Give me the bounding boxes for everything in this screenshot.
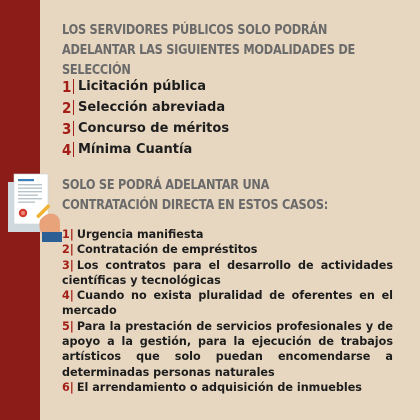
casos-list	[62, 227, 393, 395]
item-label: Licitación pública	[78, 79, 207, 94]
item-label: Contratación de empréstitos	[76, 243, 258, 257]
divider: |	[69, 380, 74, 394]
list-item	[62, 97, 229, 118]
modalidades-heading: LOS SERVIDORES PÚBLICOS SOLO PODRÁN ADELANTAR LAS SIGUIENTES MODALIDADES DE SELECCIÓN	[62, 23, 355, 78]
divider	[73, 142, 74, 157]
item-label: Para la prestación de servicios profesionales y de apoyo a la gestión, para la ejecución de trabajos artísticos que solo puedan encomendarse a determinadas personas naturales	[62, 319, 393, 379]
item-number: 4	[62, 140, 72, 159]
list-item	[62, 139, 229, 160]
divider	[73, 121, 74, 136]
divider	[73, 79, 74, 94]
item-number: 2	[62, 243, 70, 257]
list-item	[62, 258, 393, 289]
item-number: 6	[62, 380, 70, 394]
divider	[73, 100, 74, 115]
item-number: 2	[62, 98, 72, 117]
list-item	[62, 227, 393, 242]
item-label: Urgencia manifiesta	[76, 228, 204, 241]
item-number: 4	[62, 289, 70, 303]
item-label: Selección abreviada	[78, 100, 226, 115]
item-label: El arrendamiento o adquisición de inmuebles	[76, 380, 362, 394]
item-number: 1	[62, 77, 72, 96]
divider: |	[69, 228, 74, 241]
divider: |	[69, 243, 74, 257]
contratacion-directa-heading: SOLO SE PODRÁ ADELANTAR UNA CONTRATACIÓN DIRECTA EN ESTOS CASOS:	[62, 178, 329, 213]
item-number: 1	[62, 228, 70, 241]
divider: |	[69, 319, 74, 333]
item-label: Mínima Cuantía	[78, 142, 193, 157]
list-item	[62, 380, 393, 395]
list-item	[62, 76, 229, 97]
item-label: Concurso de méritos	[78, 121, 230, 136]
item-number: 3	[62, 258, 70, 272]
item-label: Cuando no exista pluralidad de oferentes en el mercado	[62, 289, 393, 318]
item-label: Los contratos para el desarrollo de actividades científicas y tecnológicas	[62, 258, 393, 287]
item-number: 3	[62, 119, 72, 138]
list-item	[62, 118, 229, 139]
list-item	[62, 319, 393, 380]
modalidades-list	[62, 76, 229, 160]
item-number: 5	[62, 319, 70, 333]
list-item	[62, 242, 393, 257]
list-item	[62, 288, 393, 319]
divider: |	[69, 289, 74, 303]
divider: |	[69, 258, 74, 272]
contract-document-icon	[6, 168, 62, 242]
